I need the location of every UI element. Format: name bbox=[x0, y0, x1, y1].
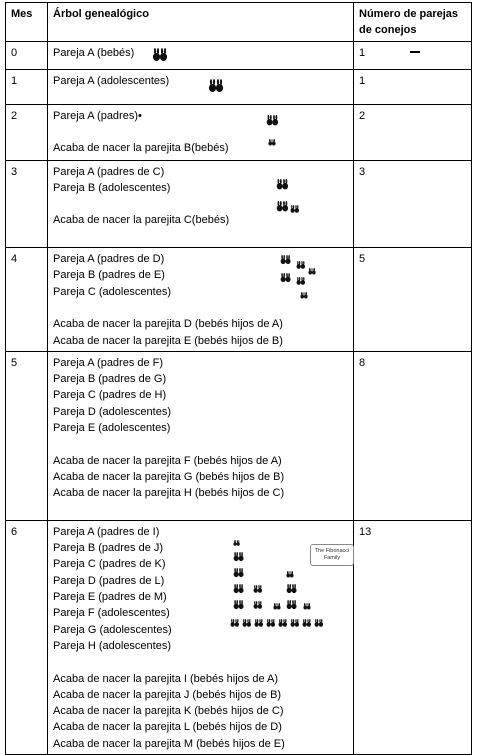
tree-line: Pareja C (padres de H) bbox=[53, 389, 167, 402]
rabbit-pair-icon bbox=[208, 79, 224, 98]
tree-cell bbox=[48, 69, 354, 104]
month-row bbox=[6, 104, 472, 160]
tree-cell bbox=[48, 160, 354, 247]
month-row bbox=[6, 520, 472, 754]
tree-line: Pareja C (adolescentes) bbox=[53, 285, 172, 298]
tree-line: Pareja D (adolescentes) bbox=[53, 405, 172, 418]
month-row bbox=[6, 248, 472, 352]
month-cell: 0 bbox=[6, 41, 48, 69]
tree-line: Pareja D (padres de L) bbox=[53, 574, 165, 587]
tree-line: Pareja B (padres de J) bbox=[53, 542, 164, 555]
tree-line: Pareja H (adolescentes) bbox=[53, 639, 172, 652]
rabbit-pair-icon bbox=[242, 617, 252, 633]
rabbit-pair-icon bbox=[254, 617, 264, 633]
rabbit-pair-icon bbox=[286, 567, 294, 583]
tree-line: Pareja A (padres de C) bbox=[53, 165, 165, 178]
header-count: Número de parejas de conejos bbox=[354, 3, 472, 42]
rabbit-pair-icon bbox=[266, 115, 279, 131]
month-cell: 4 bbox=[6, 248, 48, 352]
tree-cell bbox=[48, 248, 354, 352]
rabbit-pair-icon bbox=[286, 599, 297, 615]
tree-line: Acaba de nacer la parejita B(bebés) bbox=[53, 142, 229, 155]
rabbit-pair-icon bbox=[233, 535, 240, 551]
tree-line: Acaba de nacer la parejita E (bebés hijos de B) bbox=[53, 334, 283, 347]
tree-line: Acaba de nacer la parejita F (bebés hijos de A) bbox=[53, 454, 282, 467]
tree-cell bbox=[48, 41, 354, 69]
tree-line: Acaba de nacer la parejita G (bebés hijos de B) bbox=[53, 470, 285, 483]
header-month: Mes bbox=[6, 3, 48, 42]
rabbit-pair-icon bbox=[253, 599, 263, 615]
rabbit-pair-icon bbox=[278, 617, 288, 633]
count-cell: 8 bbox=[354, 351, 472, 520]
rabbit-pair-icon bbox=[280, 254, 291, 270]
rabbit-pair-icon bbox=[308, 264, 316, 280]
count-cell: 13 bbox=[354, 520, 472, 754]
tree-line: Acaba de nacer la parejita D (bebés hijos de A) bbox=[53, 318, 283, 331]
tree-line: Pareja A (bebés) bbox=[53, 46, 135, 59]
rabbit-pair-icon bbox=[233, 551, 244, 567]
tree-line: Pareja G (adolescentes) bbox=[53, 623, 172, 636]
rabbit-pair-icon bbox=[233, 599, 244, 615]
tree-line: Pareja E (adolescentes) bbox=[53, 422, 171, 435]
tree-line: Acaba de nacer la parejita C(bebés) bbox=[53, 214, 230, 227]
tree-line: Pareja A (adolescentes) bbox=[53, 74, 170, 87]
month-row bbox=[6, 351, 472, 520]
month-row bbox=[6, 69, 472, 104]
tree-line: Pareja B (adolescentes) bbox=[53, 181, 171, 194]
rabbit-pair-icon bbox=[233, 583, 244, 599]
month-cell: 6 bbox=[6, 520, 48, 754]
tree-line: Pareja E (padres de M) bbox=[53, 591, 167, 604]
tree-line: Pareja B (padres de E) bbox=[53, 269, 165, 282]
dash-mark-icon bbox=[410, 51, 420, 53]
rabbit-pair-icon bbox=[230, 617, 240, 633]
rabbit-pair-icon bbox=[268, 135, 276, 151]
month-row bbox=[6, 160, 472, 247]
tree-line: Acaba de nacer la parejita K (bebés hijos de C) bbox=[53, 705, 284, 718]
rabbit-pair-icon bbox=[314, 617, 324, 633]
month-row bbox=[6, 41, 472, 69]
count-cell: 3 bbox=[354, 160, 472, 247]
rabbit-pair-icon bbox=[290, 203, 300, 219]
header-tree: Árbol genealógico bbox=[48, 3, 354, 42]
tree-line: Pareja C (padres de K) bbox=[53, 558, 166, 571]
rabbit-pair-icon bbox=[280, 272, 291, 288]
rabbit-pair-icon bbox=[290, 617, 300, 633]
rabbit-pair-icon bbox=[296, 258, 306, 274]
tree-cell bbox=[48, 104, 354, 160]
month-cell: 5 bbox=[6, 351, 48, 520]
rabbit-pair-icon bbox=[303, 599, 311, 615]
tree-line: Acaba de nacer la parejita J (bebés hijos de B) bbox=[53, 688, 282, 701]
rabbit-pair-icon bbox=[253, 583, 263, 599]
tree-line: Pareja A (padres de F) bbox=[53, 356, 164, 369]
rabbit-pair-icon bbox=[302, 617, 312, 633]
rabbit-pair-icon bbox=[273, 599, 281, 615]
month-cell: 1 bbox=[6, 69, 48, 104]
tree-line: Acaba de nacer la parejita H (bebés hijos de C) bbox=[53, 487, 285, 500]
rabbit-pair-icon bbox=[266, 617, 276, 633]
fibonacci-family-label: The Fibonacci Family bbox=[310, 544, 354, 566]
tree-line: Acaba de nacer la parejita I (bebés hijos de A) bbox=[53, 672, 279, 685]
rabbit-pair-icon bbox=[233, 567, 244, 583]
rabbit-pair-icon bbox=[276, 201, 289, 217]
rabbit-pair-icon bbox=[152, 48, 168, 67]
header-row bbox=[6, 3, 472, 42]
count-cell: 2 bbox=[354, 104, 472, 160]
tree-line: Pareja B (padres de G) bbox=[53, 373, 167, 386]
rabbit-pair-icon bbox=[300, 288, 308, 304]
tree-line: Pareja F (adolescentes) bbox=[53, 607, 170, 620]
fibonacci-rabbit-table bbox=[5, 2, 472, 755]
count-cell: 1 bbox=[354, 69, 472, 104]
rabbit-pair-icon bbox=[286, 583, 297, 599]
tree-line: Pareja A (padres de I) bbox=[53, 525, 160, 538]
tree-line: Pareja A (padres de D) bbox=[53, 253, 165, 266]
tree-line: Pareja A (padres)• bbox=[53, 109, 142, 122]
tree-line: Acaba de nacer la parejita L (bebés hijos de D) bbox=[53, 721, 282, 734]
month-cell: 2 bbox=[6, 104, 48, 160]
tree-cell bbox=[48, 351, 354, 520]
count-cell: 1 bbox=[354, 41, 472, 69]
count-cell: 5 bbox=[354, 248, 472, 352]
tree-line: Acaba de nacer la parejita M (bebés hijos de E) bbox=[53, 737, 285, 750]
month-cell: 3 bbox=[6, 160, 48, 247]
tree-cell bbox=[48, 520, 354, 754]
rabbit-pair-icon bbox=[276, 179, 289, 195]
